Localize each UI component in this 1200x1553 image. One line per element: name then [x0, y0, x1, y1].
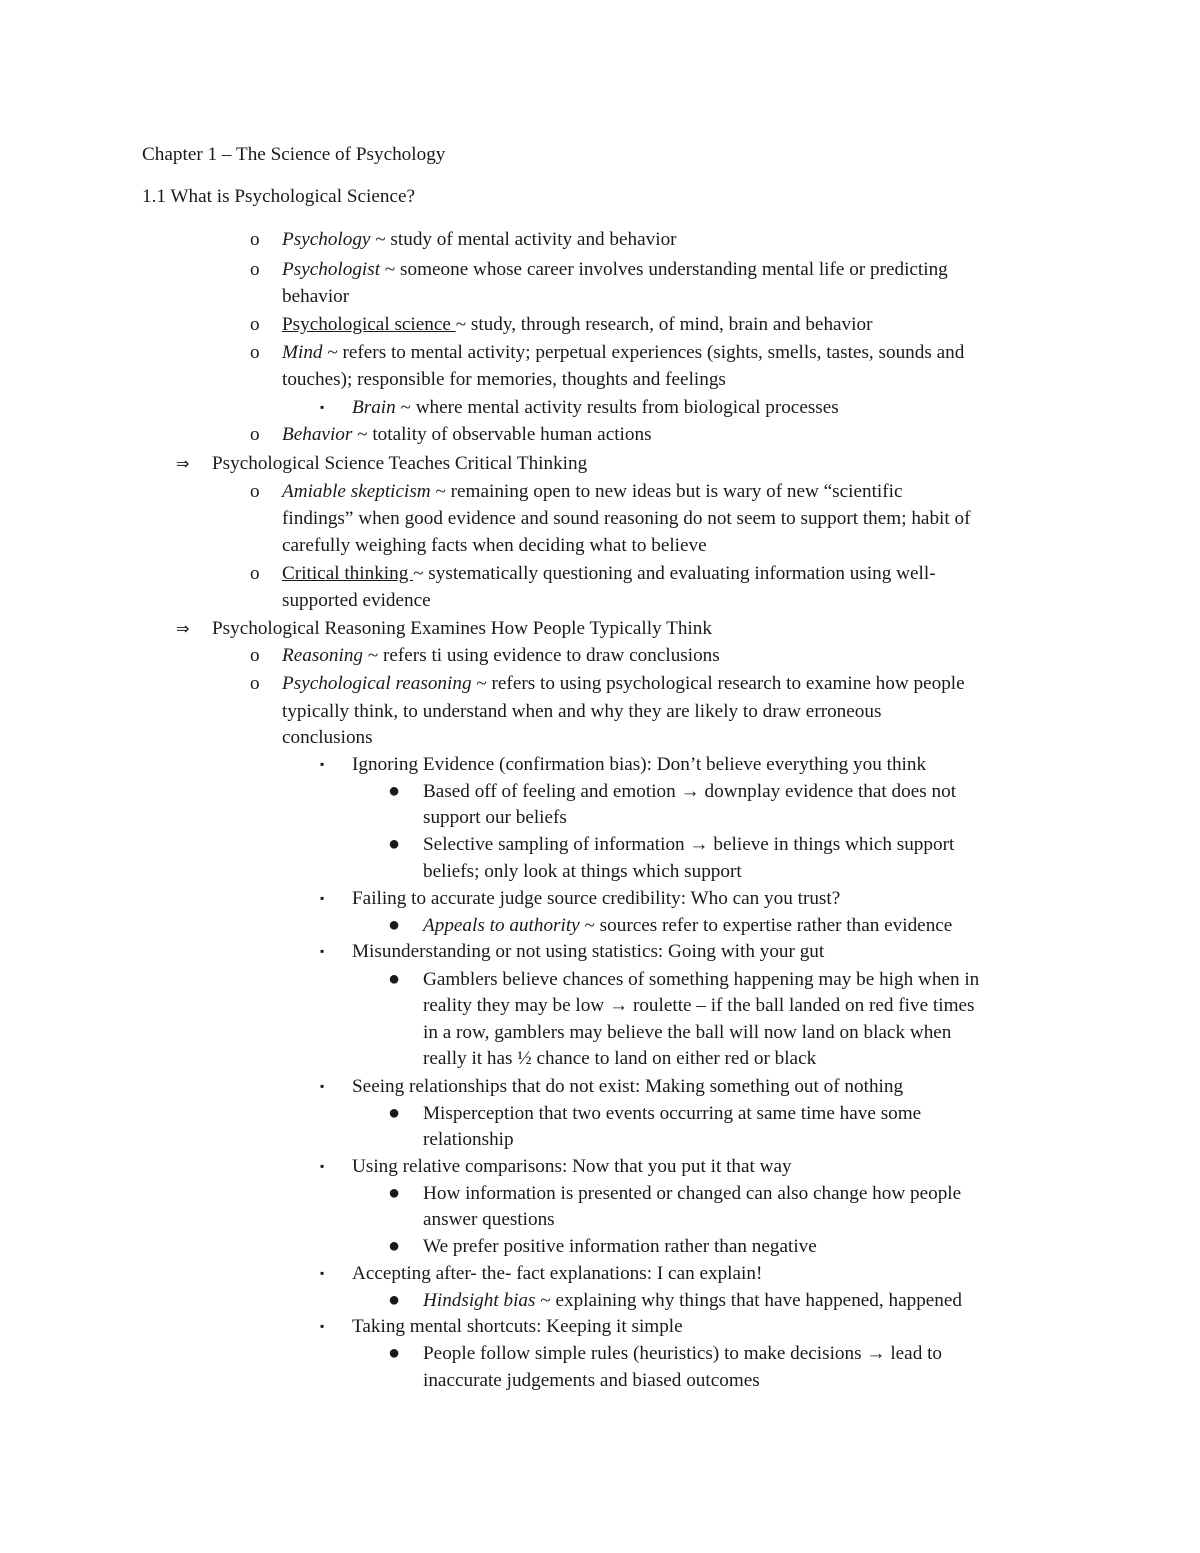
definition-psychology: Psychology ~ study of mental activity and behavior — [282, 229, 677, 250]
bullet-o: o — [250, 481, 260, 502]
bullet-dot: ● — [388, 780, 401, 802]
bias-statistics: Misunderstanding or not using statistics: Going with your gut — [352, 941, 825, 962]
bullet-square: ▪ — [320, 1319, 325, 1333]
bias-mental-shortcuts: Taking mental shortcuts: Keeping it simple — [352, 1316, 683, 1337]
bias-confirmation: Ignoring Evidence (confirmation bias): Don’t believe everything you think — [352, 754, 927, 775]
bias-point-cont: reality they may be low → roulette – if the ball landed on red five times — [423, 995, 975, 1016]
definition-psychologist: Psychologist ~ someone whose career involves understanding mental life or predicting — [282, 259, 948, 280]
term: Psychological science — [282, 314, 456, 335]
definition-psychological-reasoning-cont: conclusions — [282, 727, 373, 748]
bullet-square: ▪ — [320, 400, 325, 414]
definition-mind: Mind ~ refers to mental activity; perpetual experiences (sights, smells, tastes, sounds and — [282, 342, 965, 363]
bias-point: Based off of feeling and emotion → downplay evidence that does not — [423, 781, 957, 802]
definition-reasoning: Reasoning ~ refers ti using evidence to draw conclusions — [282, 645, 720, 666]
heading-critical-thinking: Psychological Science Teaches Critical Thinking — [212, 453, 588, 474]
definition-psychologist-cont: behavior — [282, 286, 350, 307]
term: Critical thinking — [282, 563, 414, 584]
term: Hindsight bias — [423, 1290, 536, 1311]
bullet-dot: ● — [388, 1235, 401, 1257]
bias-point: How information is presented or changed can also change how people — [423, 1183, 962, 1204]
term: Mind — [282, 342, 323, 363]
bias-point: Hindsight bias ~ explaining why things that have happened, happened — [423, 1290, 963, 1311]
bias-point-cont: support our beliefs — [423, 807, 567, 828]
definition-mind-cont: touches); responsible for memories, thoughts and feelings — [282, 369, 726, 390]
bullet-square: ▪ — [320, 1159, 325, 1173]
bias-relationships: Seeing relationships that do not exist: Making something out of nothing — [352, 1076, 904, 1097]
bias-point: Selective sampling of information → believe in things which support — [423, 834, 955, 855]
chapter-title: Chapter 1 – The Science of Psychology — [142, 144, 446, 165]
term: Psychologist — [282, 259, 381, 280]
bias-relative-comparisons: Using relative comparisons: Now that you put it that way — [352, 1156, 792, 1177]
bias-point: Gamblers believe chances of something happening may be high when in — [423, 969, 980, 990]
bullet-square: ▪ — [320, 944, 325, 958]
term: Psychology — [282, 229, 371, 250]
bullet-o: o — [250, 424, 260, 445]
bias-point: People follow simple rules (heuristics) to make decisions → lead to — [423, 1343, 943, 1364]
bullet-dot: ● — [388, 968, 401, 990]
term: Psychological reasoning — [282, 673, 472, 694]
bias-point: Misperception that two events occurring at same time have some — [423, 1103, 922, 1124]
bullet-o: o — [250, 314, 260, 335]
bullet-o: o — [250, 259, 260, 280]
bullet-square: ▪ — [320, 1266, 325, 1280]
section-heading: 1.1 What is Psychological Science? — [142, 186, 416, 207]
definition-critical-thinking: Critical thinking ~ systematically questioning and evaluating information using well- — [282, 563, 936, 584]
definition-amiable-skepticism-cont: carefully weighing facts when deciding what to believe — [282, 535, 707, 556]
definition-behavior: Behavior ~ totality of observable human actions — [282, 424, 652, 445]
bias-source-credibility: Failing to accurate judge source credibility: Who can you trust? — [352, 888, 841, 909]
bias-point: We prefer positive information rather than negative — [423, 1236, 817, 1257]
definition-critical-thinking-cont: supported evidence — [282, 590, 431, 611]
definition-psychological-science: Psychological science ~ study, through research, of mind, brain and behavior — [282, 314, 873, 335]
definition-psychological-reasoning-cont: typically think, to understand when and why they are likely to draw erroneous — [282, 701, 882, 722]
bullet-dot: ● — [388, 1182, 401, 1204]
definition-psychological-reasoning: Psychological reasoning ~ refers to using psychological research to examine how people — [282, 673, 965, 694]
bullet-square: ▪ — [320, 757, 325, 771]
bullet-o: o — [250, 342, 260, 363]
bias-point-cont: answer questions — [423, 1209, 555, 1230]
term: Appeals to authority — [423, 915, 580, 936]
bias-after-the-fact: Accepting after- the- fact explanations: I can explain! — [352, 1263, 763, 1284]
definition-brain: Brain ~ where mental activity results from biological processes — [352, 397, 839, 418]
heading-psychological-reasoning: Psychological Reasoning Examines How People Typically Think — [212, 618, 712, 639]
bias-point-cont: beliefs; only look at things which support — [423, 861, 742, 882]
bullet-dot: ● — [388, 833, 401, 855]
term: Amiable skepticism — [282, 481, 431, 502]
bullet-o: o — [250, 645, 260, 666]
bullet-dot: ● — [388, 1102, 401, 1124]
bullet-dot: ● — [388, 1289, 401, 1311]
bullet-o: o — [250, 673, 260, 694]
bullet-dot: ● — [388, 914, 401, 936]
bias-point: Appeals to authority ~ sources refer to expertise rather than evidence — [423, 915, 953, 936]
term: Reasoning — [282, 645, 364, 666]
implies-arrow-icon: ⇒ — [176, 454, 190, 473]
bias-point-cont: really it has ½ chance to land on either red or black — [423, 1048, 817, 1069]
bias-point-cont: inaccurate judgements and biased outcomes — [423, 1370, 760, 1391]
definition-amiable-skepticism: Amiable skepticism ~ remaining open to new ideas but is wary of new “scientific — [282, 481, 903, 502]
bullet-square: ▪ — [320, 891, 325, 905]
bias-point-cont: relationship — [423, 1129, 514, 1150]
bullet-o: o — [250, 563, 260, 584]
term: Behavior — [282, 424, 353, 445]
definition-amiable-skepticism-cont: findings” when good evidence and sound reasoning do not seem to support them; habit of — [282, 508, 971, 529]
term: Brain — [352, 397, 396, 418]
bullet-o: o — [250, 229, 260, 250]
bias-point-cont: in a row, gamblers may believe the ball will now land on black when — [423, 1022, 952, 1043]
implies-arrow-icon: ⇒ — [176, 619, 190, 638]
bullet-dot: ● — [388, 1342, 401, 1364]
bullet-square: ▪ — [320, 1079, 325, 1093]
